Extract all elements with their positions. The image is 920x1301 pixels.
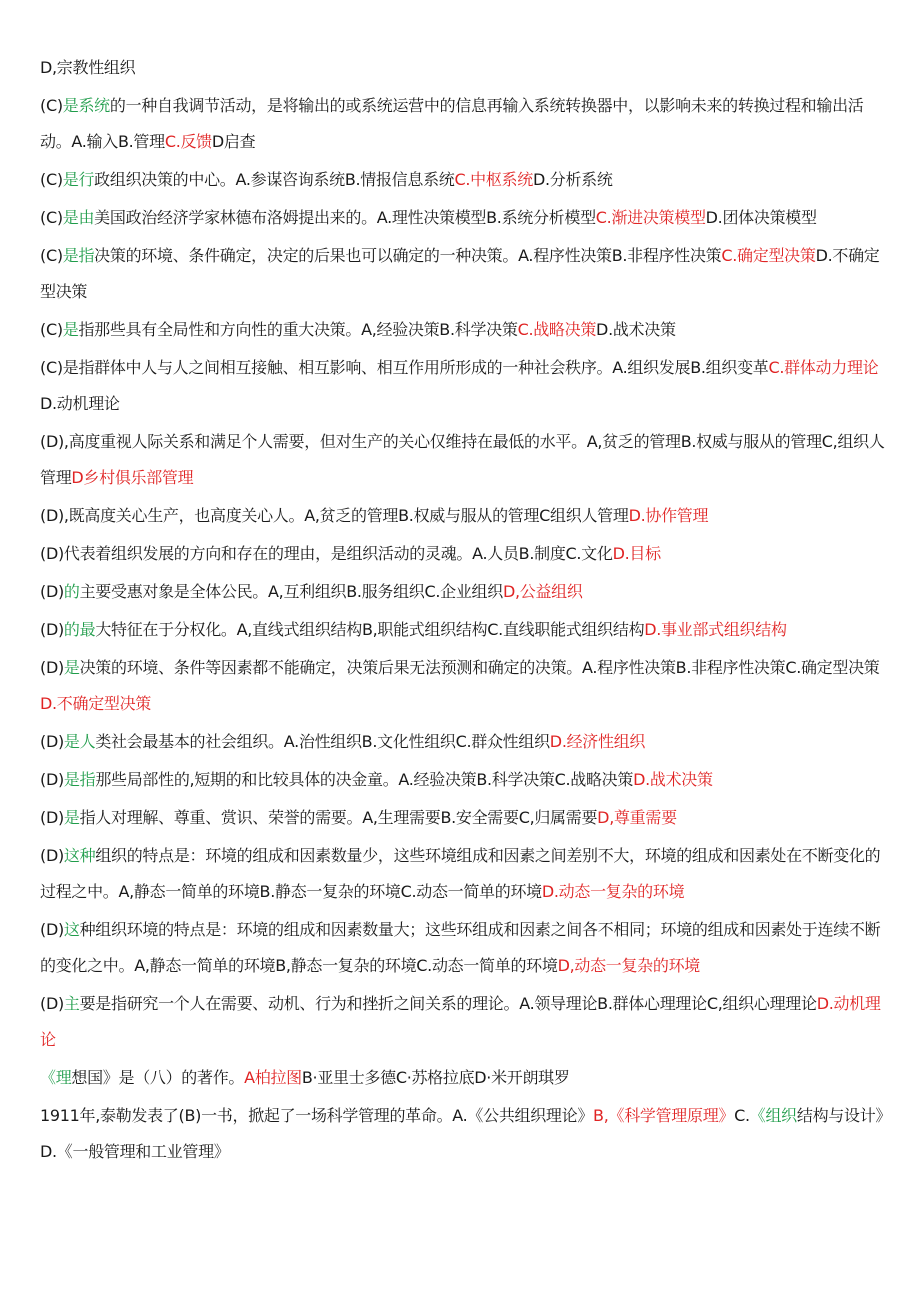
paragraph-8 bbox=[40, 424, 886, 496]
paragraph-12 bbox=[40, 612, 886, 648]
run-text: (D) bbox=[40, 770, 64, 789]
paragraph-17 bbox=[40, 838, 886, 910]
run-answer-red: D.经济性组织 bbox=[549, 732, 646, 751]
run-highlight-green: 《组织 bbox=[749, 1106, 797, 1125]
run-highlight-green: 是指 bbox=[63, 770, 96, 789]
run-text: (D) bbox=[40, 994, 64, 1013]
run-highlight-green: 是指 bbox=[62, 246, 95, 265]
paragraph-11 bbox=[40, 574, 886, 610]
run-text: 类社会最基本的社会组织。A.治性组织B.文化性组织C.群众性组织 bbox=[95, 732, 550, 751]
run-text: D.动机理论 bbox=[40, 394, 120, 413]
paragraph-18 bbox=[40, 912, 886, 984]
paragraph-13 bbox=[40, 650, 886, 722]
run-text: (C) bbox=[40, 208, 63, 227]
run-text: (D) bbox=[40, 582, 64, 601]
run-answer-red: D.事业部式组织结构 bbox=[644, 620, 787, 639]
run-text: 结构与设计》D.《一般管理和工业管理》 bbox=[40, 1106, 884, 1161]
run-highlight-green: 的最 bbox=[63, 620, 96, 639]
run-text: 美国政治经济学家林德布洛姆提出来的。A.理性决策模型B.系统分析模型 bbox=[94, 208, 596, 227]
paragraph-4 bbox=[40, 200, 886, 236]
run-answer-red: D乡村俱乐部管理 bbox=[71, 468, 194, 487]
run-text: 种组织环境的特点是：环境的组成和因素数量大；这些环组成和因素之间各不相同；环境的组成和因素处于连续不断的变化之中。A,静态一简单的环境B,静态一复杂的环境C.动态一简单的环境 bbox=[40, 920, 881, 975]
run-answer-red: D.不确定型决策 bbox=[40, 694, 152, 713]
run-text: (C) bbox=[40, 170, 63, 189]
run-text: (C)是指群体中人与人之间相互接触、相互影响、相互作用所形成的一种社会秩序。A.组织发展B.组织变革 bbox=[40, 358, 769, 377]
run-answer-red: D,尊重需要 bbox=[597, 808, 677, 827]
run-text: (D),既高度关心生产，也高度关心人。A,贫乏的管理B.权威与服从的管理C组织人管理 bbox=[40, 506, 629, 525]
run-answer-red: D.动态一复杂的环境 bbox=[541, 882, 685, 901]
run-text: 主要受惠对象是全体公民。A,互利组织B.服务组织C.企业组织 bbox=[79, 582, 503, 601]
run-text: 决策的环境、条件等因素都不能确定，决策后果无法预测和确定的决策。A.程序性决策B.非程序性决策C.确定型决策 bbox=[79, 658, 880, 677]
run-text: (C) bbox=[40, 320, 63, 339]
run-text: (D) bbox=[40, 732, 64, 751]
paragraph-10 bbox=[40, 536, 886, 572]
run-answer-red: A柏拉图 bbox=[244, 1068, 302, 1087]
run-text: (C) bbox=[40, 246, 63, 265]
run-text: 指那些具有全局性和方向性的重大决策。A,经验决策B.科学决策 bbox=[78, 320, 518, 339]
paragraph-9 bbox=[40, 498, 886, 534]
run-text: 指人对理解、尊重、赏识、荣誉的需要。A,生理需要B.安全需要C,归属需要 bbox=[79, 808, 598, 827]
run-text: D启查 bbox=[211, 132, 256, 151]
paragraph-16 bbox=[40, 800, 886, 836]
run-text: (D) bbox=[40, 920, 64, 939]
run-text: D.不确定型决策 bbox=[40, 246, 880, 301]
run-answer-red: D.动机理论 bbox=[40, 994, 881, 1049]
run-highlight-green: 是由 bbox=[62, 208, 95, 227]
run-text: 大特征在于分权化。A,直线式组织结构B,职能式组织结构C.直线职能式组织结构 bbox=[95, 620, 645, 639]
paragraph-2 bbox=[40, 88, 886, 160]
run-text: 决策的环境、条件确定，决定的后果也可以确定的一种决策。A.程序性决策B.非程序性决策 bbox=[94, 246, 722, 265]
run-highlight-green: 是 bbox=[63, 658, 80, 677]
paragraph-14 bbox=[40, 724, 886, 760]
paragraph-21 bbox=[40, 1098, 886, 1170]
run-text: C. bbox=[734, 1106, 750, 1125]
run-text: 那些局部性的,短期的和比较具体的决金童。A.经验决策B.科学决策C.战略决策 bbox=[95, 770, 634, 789]
run-text: (D) bbox=[40, 808, 64, 827]
run-answer-red: D,公益组织 bbox=[502, 582, 583, 601]
paragraph-1 bbox=[40, 50, 886, 86]
run-answer-red: C.战略决策 bbox=[517, 320, 597, 339]
paragraph-7 bbox=[40, 350, 886, 422]
run-answer-red: D.协作管理 bbox=[628, 506, 709, 525]
run-highlight-green: 这种 bbox=[63, 846, 96, 865]
paragraph-20 bbox=[40, 1060, 886, 1096]
run-text: (D) bbox=[40, 846, 64, 865]
run-text: D.分析系统 bbox=[532, 170, 613, 189]
run-answer-red: D.目标 bbox=[612, 544, 661, 563]
run-text: D.战术决策 bbox=[596, 320, 676, 339]
run-answer-red: D.战术决策 bbox=[633, 770, 713, 789]
run-text: 组织的特点是：环境的组成和因素数量少，这些环境组成和因素之间差别不大，环境的组成和因素处在不断变化的过程之中。A,静态一简单的环境B.静态一复杂的环境C.动态一简单的环境 bbox=[40, 846, 881, 901]
run-text: (D)代表着组织发展的方向和存在的理由，是组织活动的灵魂。A.人员B.制度C.文化 bbox=[40, 544, 613, 563]
paragraph-15 bbox=[40, 762, 886, 798]
run-answer-red: C.确定型决策 bbox=[721, 246, 816, 265]
run-text: 1911年,泰勒发表了(B)一书，掀起了一场科学管理的革命。A.《公共组织理论》 bbox=[40, 1106, 594, 1125]
run-text: 政组织决策的中心。A.参谋咨询系统B.情报信息系统 bbox=[94, 170, 455, 189]
run-text: D.团体决策模型 bbox=[705, 208, 817, 227]
run-highlight-green: 主 bbox=[63, 994, 80, 1013]
run-answer-red: D,动态一复杂的环境 bbox=[557, 956, 700, 975]
run-answer-red: C.群体动力理论 bbox=[768, 358, 879, 377]
run-highlight-green: 的 bbox=[63, 582, 80, 601]
run-text: (D),高度重视人际关系和满足个人需要，但对生产的关心仅维持在最低的水平。A,贫乏的管理B.权威与服从的管理C,组织人管理 bbox=[40, 432, 885, 487]
run-text: 想国》是（八）的著作。 bbox=[71, 1068, 245, 1087]
run-highlight-green: 是 bbox=[63, 808, 80, 827]
run-text: D,宗教性组织 bbox=[40, 58, 136, 77]
run-highlight-green: 这 bbox=[63, 920, 80, 939]
document-body bbox=[40, 50, 886, 1172]
run-answer-red: C.中枢系统 bbox=[454, 170, 533, 189]
run-text: (D) bbox=[40, 620, 64, 639]
paragraph-3 bbox=[40, 162, 886, 198]
run-answer-red: C.渐进决策模型 bbox=[595, 208, 706, 227]
run-text: B·亚里士多德C·苏格拉底D·米开朗琪罗 bbox=[301, 1068, 570, 1087]
run-text: (D) bbox=[40, 658, 64, 677]
run-highlight-green: 《理 bbox=[40, 1068, 72, 1087]
run-text: 要是指研究一个人在需要、动机、行为和挫折之间关系的理论。A.领导理论B.群体心理理论C,组织心理理论 bbox=[79, 994, 817, 1013]
run-highlight-green: 是系统 bbox=[62, 96, 110, 115]
run-highlight-green: 是 bbox=[62, 320, 79, 339]
run-answer-red: C.反馈 bbox=[164, 132, 212, 151]
run-text: 的一种自我调节活动，是将输出的或系统运营中的信息再输入系统转换器中，以影响未来的转换过程和输出活动。A.输入B.管理 bbox=[40, 96, 864, 151]
run-answer-red: B,《科学管理原理》 bbox=[593, 1106, 735, 1125]
run-highlight-green: 是行 bbox=[62, 170, 95, 189]
run-text: (C) bbox=[40, 96, 63, 115]
run-highlight-green: 是人 bbox=[63, 732, 96, 751]
paragraph-5 bbox=[40, 238, 886, 310]
paragraph-6 bbox=[40, 312, 886, 348]
paragraph-19 bbox=[40, 986, 886, 1058]
